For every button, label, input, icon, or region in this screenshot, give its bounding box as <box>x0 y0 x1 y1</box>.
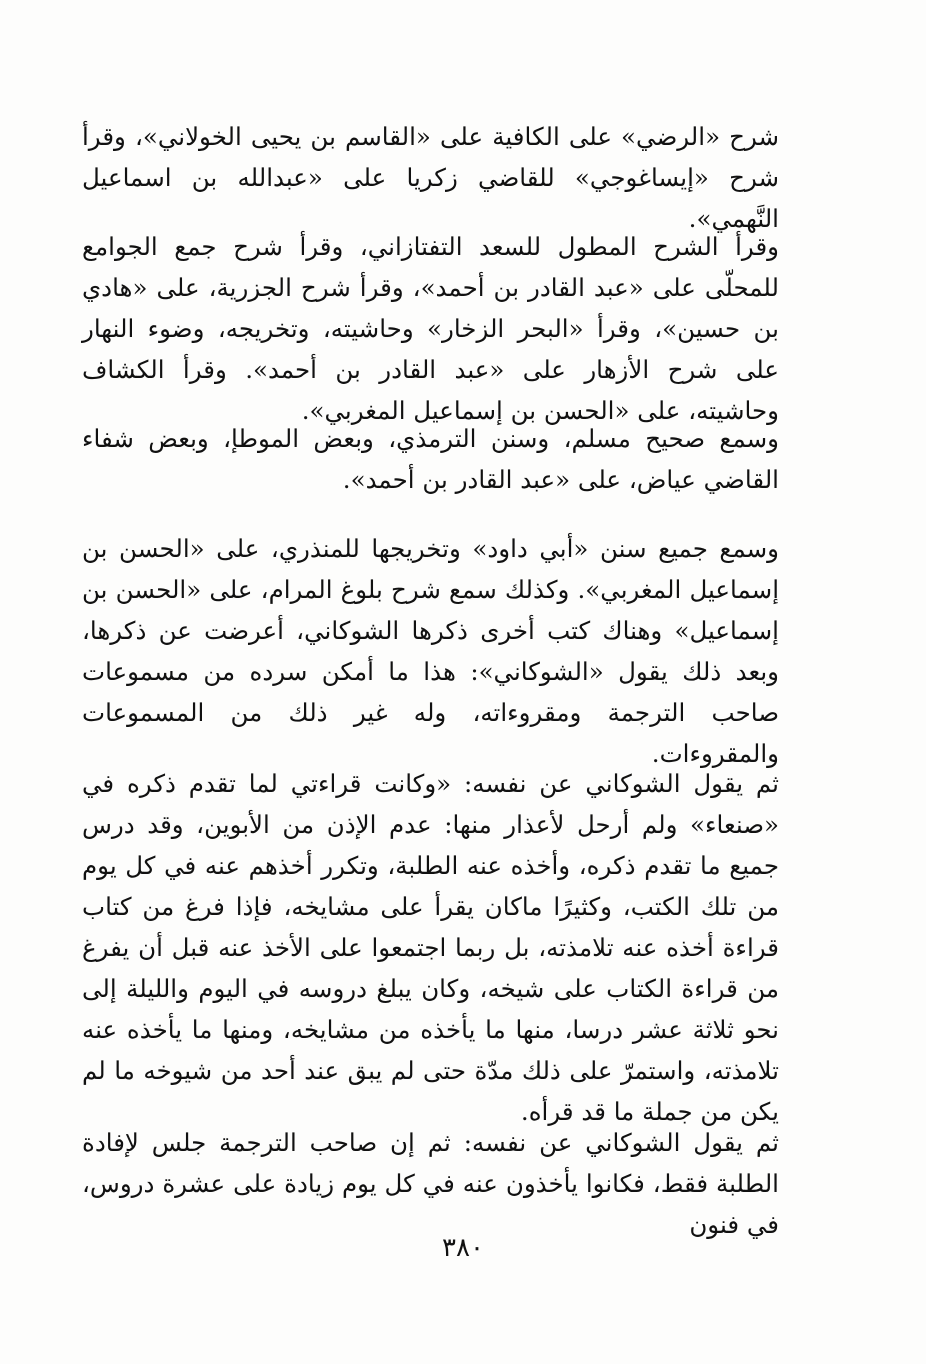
paragraph-5: ثم يقول الشوكاني عن نفسه: «وكانت قراءتي لما تقدم ذكره في «صنعاء» ولم أرحل لأعذار منها: عدم الإذن من الأبوين، وقد درس جميع ما تقدم ذكره، وأخذه عنه الطلبة، وتكرر أخذهم عنه في كل يوم من تلك الكتب، وكثيرًا ماكان يقرأ على مشايخه، فإذا فرغ من كتاب قراءة أخذه عنه تلامذته، بل ربما اجتمعوا على الأخذ عنه قبل أن يفرغ من قراءة الكتاب على شيخه، وكان يبلغ دروسه في اليوم والليلة إلى نحو ثلاثة عشر درسا، منها ما يأخذه من مشايخه، ومنها ما يأخذه عنه تلامذته، واستمرّ على ذلك مدّة حتى لم يبق عند أحد من شيوخه ما لم يكن من جملة ما قد قرأه. <box>82 769 779 1126</box>
paragraph-1: شرح «الرضي» على الكافية على «القاسم بن يحيى الخولاني»، وقرأ شرح «إيساغوجي» للقاضي زكريا على «عبدالله بن اسماعيل النَّهمي». <box>82 122 779 233</box>
paragraph-4: وسمع جميع سنن «أبي داود» وتخريجها للمنذري، على «الحسن بن إسماعيل المغربي». وكذلك سمع شرح بلوغ المرام، على «الحسن بن إسماعيل» وهناك كتب أخرى ذكرها الشوكاني، أعرضت عن ذكرها، وبعد ذلك يقول «الشوكاني»: هذا ما أمكن سرده من مسموعات صاحب الترجمة ومقروءاته، وله غير ذلك من المسموعات والمقروءات. <box>82 534 779 768</box>
paragraph-2: وقرأ الشرح المطول للسعد التفتازاني، وقرأ شرح جمع الجوامع للمحلّى على «عبد القادر بن أحمد»، وقرأ شرح الجزرية، على «هادي بن حسين»، وقرأ «البحر الزخار» وحاشيته، وتخريجه، وضوء النهار على شرح الأزهار على «عبد القادر بن أحمد». وقرأ الكشاف وحاشيته، على «الحسن بن إسماعيل المغربي». <box>82 232 779 425</box>
paragraph-3: وسمع صحيح مسلم، وسنن الترمذي، وبعض الموطإ، وبعض شفاء القاضي عياض، على «عبد القادر بن أحمد». <box>82 424 779 494</box>
page-number: ٣٨٠ <box>442 1233 484 1263</box>
paragraph-6: ثم يقول الشوكاني عن نفسه: ثم إن صاحب الترجمة جلس لإفادة الطلبة فقط، فكانوا يأخذون عنه في كل يوم زيادة على عشرة دروس، في فنون <box>82 1128 779 1239</box>
